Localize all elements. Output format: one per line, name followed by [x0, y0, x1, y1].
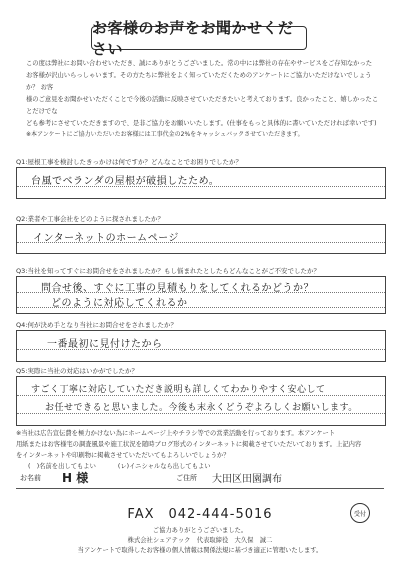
fax-number: FAX 042-444-5016 [127, 507, 273, 522]
intro-line: 様のご意見をお聞かせいただくことで今後の活動に反映させていただきたいと考えております。良かったこと、嬉しかったことだけでな [26, 96, 379, 115]
question-3-answer-line-1: 問合せ後、すぐに工事の見積もりをしてくれるかどうか？ [41, 283, 314, 294]
question-5-label: Q5:実際に当社の対応はいかがでしたか？ [16, 367, 138, 375]
page-title: お客様のお声をお聞かせください [91, 26, 307, 50]
stamp-seal: 受付 [350, 503, 370, 523]
ruled-line [17, 413, 385, 414]
footer [0, 526, 400, 556]
question-5-answer-line-2: お任せできると思いました。今後も末永くどうぞよろしくお願いします。 [45, 403, 358, 413]
intro-line: ども参考にさせていただきますので、是非ご協力をお願いいたします。(仕事をもっと具体的に書いていただければ幸いです) [26, 120, 377, 127]
question-3-label: Q3:当社を知ってすぐにお問合せをされましたか？もし悩まれたとしたらどんなことがご不安でしたか？ [16, 267, 320, 275]
question-3-answer-box [16, 276, 386, 314]
question-4-label: Q4:何が決め手となり当社にお問合せをされましたか？ [16, 321, 177, 329]
customer-info-row [16, 466, 384, 489]
privacy-text: 当アンケートで取得したお客様の個人情報は関係法規に基づき適正に管理いたします。 [77, 547, 323, 554]
question-1-answer-box [16, 167, 386, 199]
thanks-text: ご協力ありがとうございました。 [152, 527, 248, 534]
ruled-line [17, 395, 385, 396]
name-value: H 様 [62, 471, 89, 485]
consent-option-initial[interactable]: (レ)イニシャルなら出してもよい [117, 463, 211, 470]
company-text: 株式会社シェアテック 代表取締役 大久保 誠二 [127, 537, 273, 544]
intro-text [26, 58, 380, 139]
address-label: ご住所 [176, 474, 197, 482]
consent-option-name[interactable]: ( )名前を出してもよい [28, 463, 96, 470]
consent-line: 用紙またはお客様宅の調査風景や施工状況を随時ブログ形式のインターネットに掲載させていただいております。上記内容 [16, 441, 362, 448]
question-1-answer: 台風でベランダの屋根が破損したため。 [31, 176, 220, 187]
question-5-answer-line-1: すごく丁寧に対応していただき説明も詳しくてわかりやすく安心して [31, 385, 326, 395]
consent-line: をインターネットや印刷物に掲載させていただいてもよろしいでしょうか？ [16, 452, 230, 459]
intro-line: この度は弊社にお問い合わせいただき、誠にありがとうございました。常の中には弊社の存在やサービスをご存知なかった [26, 60, 373, 67]
address-value: 大田区田園調布 [212, 474, 282, 485]
cashback-note: ※本アンケートにご協力いただいたお客様には工事代金の2%をキャッシュバックさせていただきます。 [26, 131, 304, 138]
question-2-answer: インターネットのホームページ [33, 233, 179, 244]
question-2-label: Q2:業者や工事会社をどのように探されましたか？ [16, 215, 164, 223]
intro-line: お客様が沢山いらっしゃいます。その方たちに弊社をよく知っていただくためのアンケートにご協力いただけないでしょうか？ お客 [26, 72, 372, 91]
name-label: お名前 [20, 474, 41, 482]
question-3-answer-line-2: どのように対応してくれるか [51, 298, 188, 309]
question-1-label: Q1:屋根工事を検討したきっかけは何ですか？どんなことでお困りでしたか？ [16, 158, 242, 166]
consent-line: ※当社は広告宣伝費を極力かけない為にホームページ上やチラシ等での営業活動を行っております。本アンケート [16, 430, 336, 437]
question-2-answer-box [16, 224, 386, 254]
question-5-answer-box [16, 376, 386, 426]
question-4-answer-box [16, 330, 386, 362]
question-4-answer: 一番最初に見付けたから [47, 339, 163, 350]
